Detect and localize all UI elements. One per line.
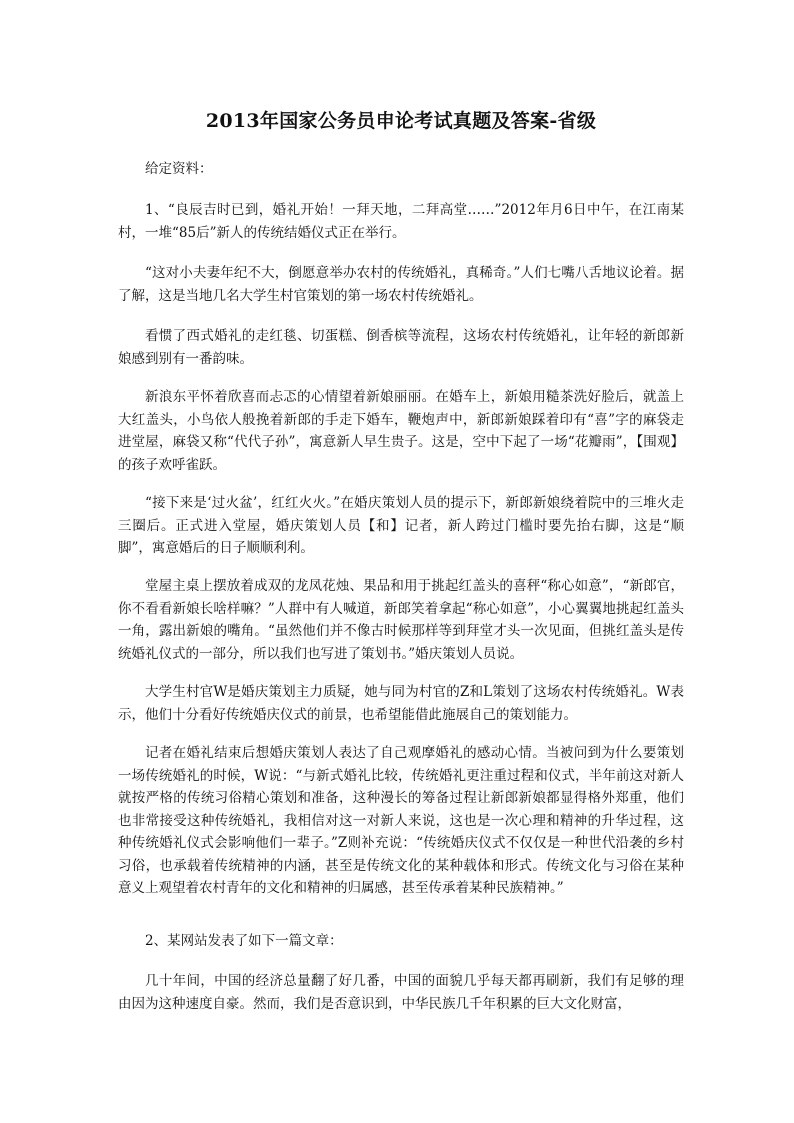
paragraph-10: 几十年间，中国的经济总量翻了好几番，中国的面貌几乎每天都再刷新，我们有足够的理由因为这种速度自豪。然而，我们是否意识到，中华民族几千年积累的巨大文化财富， xyxy=(118,973,684,1012)
paragraph-8: 记者在婚礼结束后想婚庆策划人表达了自己观摩婚礼的感动心情。当被问到为什么要策划一场传统婚礼的时候，W说：“与新式婚礼比较，传统婚礼更注重过程和仪式，半年前这对新人就按严格的传统习俗精心策划和准备，这种漫长的筹备过程让新郎新娘都显得格外郑重，他们也非常接受这种传统婚礼，我相信对这一对新人来说，这也是一次心理和精神的升华过程，这种传统婚礼仪式会影响他们一辈子。”Z则补充说：“传统婚庆仪式不仅仅是一种世代沿袭的乡村习俗，也承载着传统精神的内涵，甚至是传统文化的某种载体和形式。传统文化与习俗在某种意义上观望着农村青年的文化和精神的归属感，甚至传承着某种民族精神。” xyxy=(118,745,684,896)
paragraph-3: 看惯了西式婚礼的走红毯、切蛋糕、倒香槟等流程，这场农村传统婚礼，让年轻的新郎新娘感到别有一番韵味。 xyxy=(118,328,684,367)
paragraph-1: 1、“良辰吉时已到，婚礼开始！一拜天地，二拜高堂……”2012年月6日中午，在江南某村，一堆“85后”新人的传统结婚仪式正在举行。 xyxy=(118,202,684,241)
paragraph-5: “接下来是‘过火盆’，红红火火。”在婚庆策划人员的提示下，新郎新娘绕着院中的三堆火走三圈后。正式进入堂屋，婚庆策划人员【和】记者，新人跨过门槛时要先抬右脚，这是“顺脚”，寓意婚后的日子顺顺利利。 xyxy=(118,495,684,556)
document-title: 2013年国家公务员申论考试真题及答案-省级 xyxy=(205,110,597,132)
document-page xyxy=(118,0,684,1123)
paragraph-7: 大学生村官W是婚庆策划主力质疑，她与同为村官的Z和L策划了这场农村传统婚礼。W表示，他们十分看好传统婚庆仪式的前景，也希望能借此施展自己的策划能力。 xyxy=(118,684,684,723)
paragraph-6: 堂屋主桌上摆放着成双的龙凤花烛、果品和用于挑起红盖头的喜秤“称心如意”，“新郎官，你不看看新娘长啥样嘛？”人群中有人喊道，新郎笑着拿起“称心如意”，小心翼翼地挑起红盖头一角，露出新娘的嘴角。“虽然他们并不像古时候那样等到拜堂才头一次见面，但挑红盖头是传统婚礼仪式的一部分，所以我们也写进了策划书。”婚庆策划人员说。 xyxy=(118,578,684,662)
materials-label: 给定资料： xyxy=(145,161,213,177)
paragraph-2: “这对小夫妻年纪不大，倒愿意举办农村的传统婚礼，真稀奇。”人们七嘴八舌地议论着。据了解，这是当地几名大学生村官策划的第一场农村传统婚礼。 xyxy=(118,265,684,304)
paragraph-9: 2、某网站发表了如下一篇文章： xyxy=(145,933,343,949)
paragraph-4: 新浪东平怀着欣喜而忐忑的心情望着新娘丽丽。在婚车上，新娘用糙茶洗好脸后，就盖上大红盖头，小鸟依人般挽着新郎的手走下婚车，鞭炮声中，新郎新娘踩着印有“喜”字的麻袋走进堂屋，麻袋又称“代代子孙”，寓意新人早生贵子。这是，空中下起了一场“花瓣雨”，【围观】的孩子欢呼雀跃。 xyxy=(118,389,684,473)
